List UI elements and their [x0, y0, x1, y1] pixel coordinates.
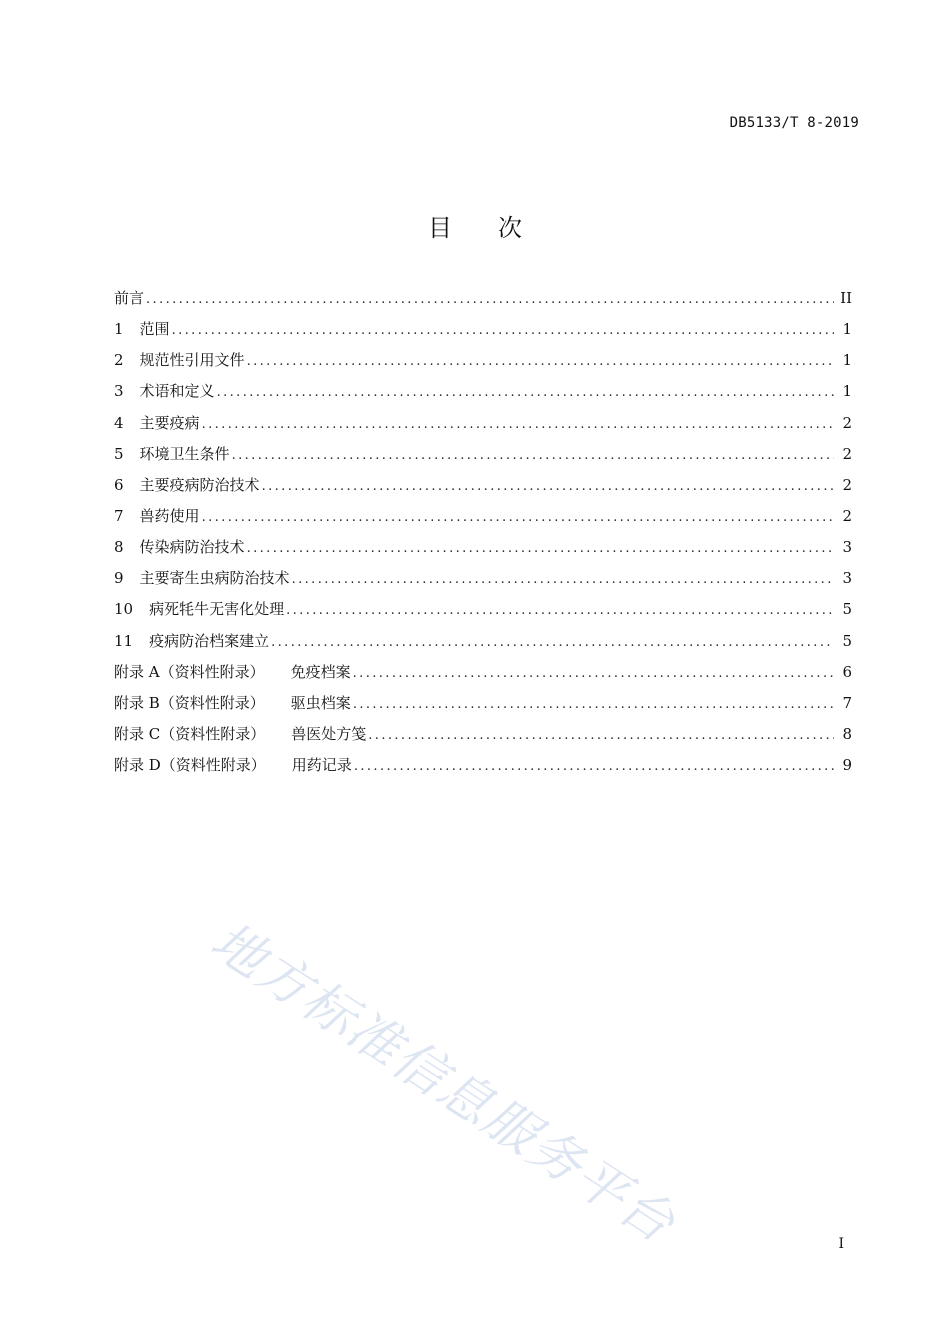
dot-leader: [262, 476, 834, 498]
toc-entry-label: 术语和定义: [139, 382, 215, 401]
toc-entry-number: 2: [114, 351, 124, 370]
toc-entry-label: 驱虫档案: [290, 693, 351, 712]
toc-entry-appendix-b[interactable]: [114, 692, 852, 723]
toc-entry-label: 疫病防治档案建立: [149, 631, 270, 650]
toc-entry-number: 7: [114, 506, 124, 525]
title-char-2: 次: [498, 214, 522, 242]
toc-entry-label: 兽医处方笺: [291, 724, 367, 743]
toc-entry-3[interactable]: [114, 380, 852, 411]
document-code: DB5133/T 8-2019: [729, 115, 859, 131]
toc-entry-6[interactable]: [114, 474, 852, 505]
dot-leader: [217, 382, 834, 404]
toc-entry-appendix-d[interactable]: [114, 754, 852, 785]
dot-leader: [292, 569, 834, 591]
toc-entry-number: 9: [114, 569, 124, 588]
dot-leader: [247, 351, 834, 373]
toc-entry-page: 8: [842, 724, 852, 743]
toc-entry-label: 规范性引用文件: [139, 351, 245, 370]
toc-entry-number: 附录 B（资料性附录）: [114, 693, 265, 712]
toc-entry-11[interactable]: [114, 630, 852, 661]
toc-entry-2[interactable]: [114, 349, 852, 380]
toc-entry-label: 用药记录: [291, 756, 352, 775]
page-number: I: [838, 1236, 844, 1252]
toc-entry-1[interactable]: [114, 318, 852, 349]
toc-entry-number: 附录 D（资料性附录）: [114, 756, 266, 775]
toc-entry-number: 6: [114, 475, 124, 494]
toc-entry-appendix-a[interactable]: [114, 661, 852, 692]
dot-leader: [202, 507, 834, 529]
toc-entry-number: 附录 C（资料性附录）: [114, 724, 266, 743]
toc-entry-label: 兽药使用: [139, 506, 200, 525]
dot-leader: [353, 663, 834, 685]
toc-entry-9[interactable]: [114, 567, 852, 598]
page-title: [0, 208, 950, 243]
toc-entry-page: 1: [842, 382, 852, 401]
toc-entry-page: 9: [842, 756, 852, 775]
toc-entry-label: 环境卫生条件: [139, 444, 230, 463]
toc-entry-number: 4: [114, 413, 124, 432]
toc-entry-page: 5: [842, 600, 852, 619]
toc-entry-page: II: [840, 289, 852, 307]
dot-leader: [172, 320, 834, 342]
toc-entry-10[interactable]: [114, 598, 852, 629]
toc-entry-label: 主要疫病防治技术: [139, 475, 260, 494]
toc-entry-page: 3: [842, 538, 852, 557]
toc-entry-foreword[interactable]: [114, 287, 852, 318]
toc-entry-page: 3: [842, 569, 852, 588]
toc-entry-8[interactable]: [114, 536, 852, 567]
toc-entry-4[interactable]: [114, 412, 852, 443]
toc-entry-number: 11: [114, 631, 134, 650]
toc-entry-label: 病死牦牛无害化处理: [149, 600, 285, 619]
toc-entry-label: 主要寄生虫病防治技术: [139, 569, 290, 588]
toc-entry-label: 前言: [114, 289, 145, 307]
toc-entry-label: 主要疫病: [139, 413, 200, 432]
toc-entry-7[interactable]: [114, 505, 852, 536]
dot-leader: [232, 445, 834, 467]
toc-entry-page: 5: [842, 631, 852, 650]
toc-entry-number: 10: [114, 600, 134, 619]
toc-entry-number: 附录 A（资料性附录）: [114, 662, 265, 681]
dot-leader: [146, 289, 834, 311]
dot-leader: [368, 725, 834, 747]
toc-entry-5[interactable]: [114, 443, 852, 474]
toc-entry-label: 传染病防治技术: [139, 538, 245, 557]
toc-entry-page: 7: [842, 693, 852, 712]
toc-entry-page: 1: [842, 320, 852, 339]
toc-entry-label: 范围: [139, 320, 170, 339]
toc-entry-label: 免疫档案: [290, 662, 351, 681]
title-char-1: 目: [428, 214, 452, 242]
toc-entry-number: 8: [114, 538, 124, 557]
dot-leader: [202, 414, 834, 436]
toc-entry-page: 2: [842, 444, 852, 463]
toc-entry-number: 1: [114, 320, 124, 339]
dot-leader: [271, 632, 834, 654]
toc-entry-appendix-c[interactable]: [114, 723, 852, 754]
watermark: 地方标准信息服务平台: [200, 910, 686, 1256]
dot-leader: [354, 756, 834, 778]
dot-leader: [286, 600, 834, 622]
toc-entry-number: 3: [114, 382, 124, 401]
toc-entry-number: 5: [114, 444, 124, 463]
toc-entry-page: 2: [842, 475, 852, 494]
table-of-contents: [114, 287, 852, 785]
toc-entry-page: 6: [842, 662, 852, 681]
toc-entry-page: 2: [842, 506, 852, 525]
dot-leader: [247, 538, 834, 560]
toc-entry-page: 1: [842, 351, 852, 370]
toc-entry-page: 2: [842, 413, 852, 432]
dot-leader: [353, 694, 834, 716]
